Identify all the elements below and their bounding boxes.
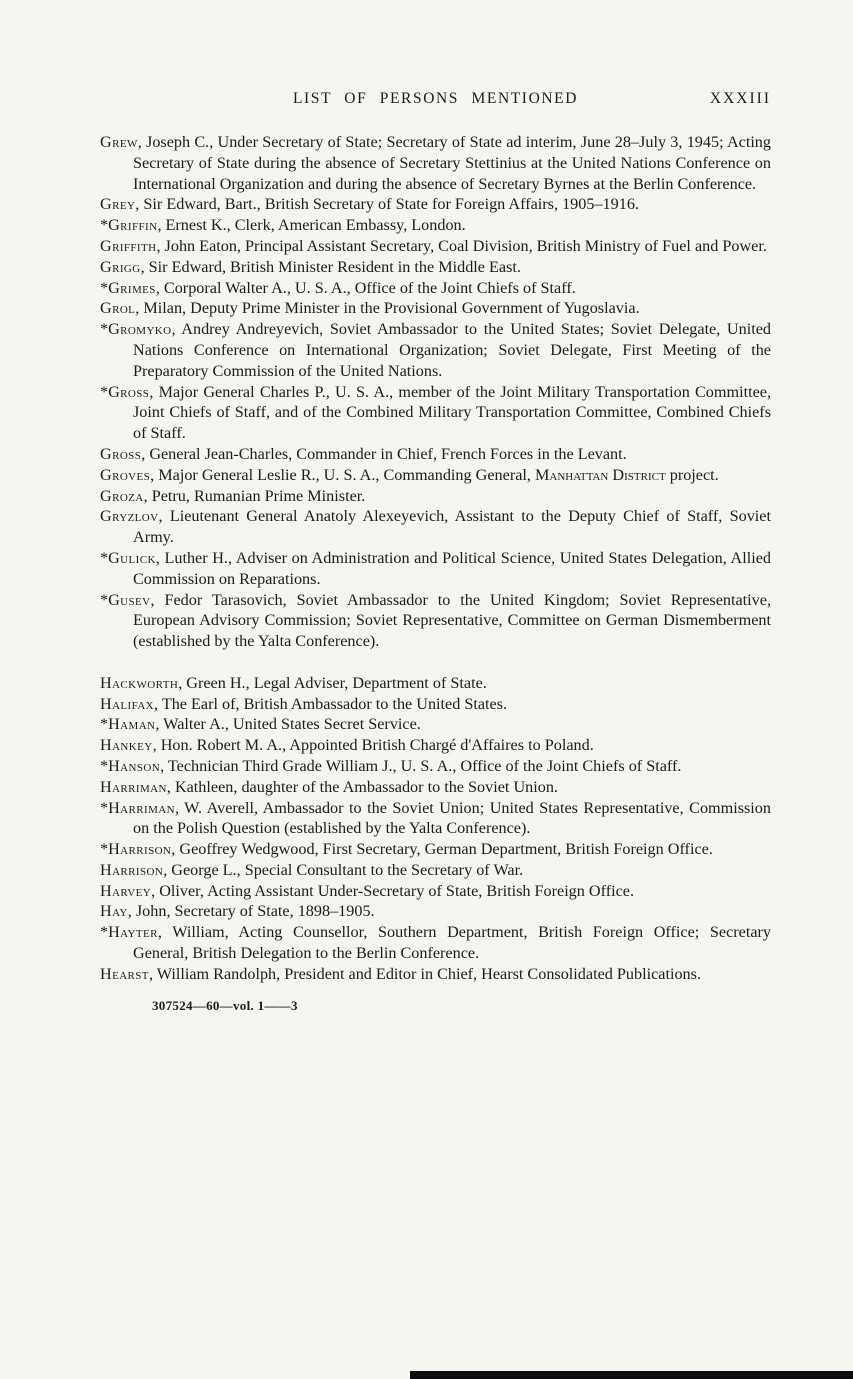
- entry-text: , Petru, Rumanian Prime Minister.: [143, 486, 366, 505]
- person-name: Haman: [108, 715, 156, 734]
- person-name: Gusev: [108, 590, 151, 609]
- person-name: Grigg: [100, 257, 141, 276]
- scan-edge-artifact: [410, 1371, 853, 1379]
- person-entry: [100, 901, 771, 922]
- asterisk-marker: *: [100, 548, 109, 567]
- asterisk-marker: *: [100, 278, 109, 297]
- person-entry: [100, 756, 771, 777]
- person-entry: [100, 382, 771, 444]
- entry-text: , Geoffrey Wedgwood, First Secretary, German Department, British Foreign Office.: [171, 840, 713, 859]
- asterisk-marker: *: [100, 840, 109, 859]
- entry-text: , George L., Special Consultant to the Secretary of War.: [163, 860, 524, 879]
- entry-text: , W. Averell, Ambassador to the Soviet Union; United States Representative, Commission on the Polish Question (established by the Yalta Conference).: [133, 798, 771, 838]
- entry-text: , Oliver, Acting Assistant Under-Secretary of State, British Foreign Office.: [151, 881, 635, 900]
- person-entry: [100, 673, 771, 694]
- person-entry: [100, 881, 771, 902]
- person-name: Hanson: [108, 756, 161, 775]
- entry-text: , Joseph C., Under Secretary of State; Secretary of State ad interim, June 28–July 3, 1945; Acting Secretary of State during the absence of Secretary Stettinius at the United Nations Conference on International Organization and during the absence of Secretary Byrnes at the Berlin Conference.: [133, 133, 771, 193]
- person-name: Hay: [100, 902, 128, 921]
- entry-text: , Green H., Legal Adviser, Department of State.: [178, 673, 487, 692]
- person-name: Harriman: [108, 798, 175, 817]
- entry-text: , Sir Edward, British Minister Resident in the Middle East.: [140, 257, 521, 276]
- person-name: Gross: [100, 444, 142, 463]
- person-name: Hackworth: [100, 673, 179, 692]
- person-entry: [100, 465, 771, 486]
- entry-text: , Corporal Walter A., U. S. A., Office of the Joint Chiefs of Staff.: [155, 278, 576, 297]
- asterisk-marker: *: [100, 590, 109, 609]
- entry-text: , William Randolph, President and Editor in Chief, Hearst Consolidated Publications.: [148, 964, 701, 983]
- person-entry: [100, 236, 771, 257]
- asterisk-marker: *: [100, 715, 109, 734]
- persons-list: [100, 132, 771, 985]
- person-name: Gulick: [108, 548, 156, 567]
- person-entry: [100, 714, 771, 735]
- print-code: 307524—60—vol. 1——3: [152, 997, 298, 1013]
- person-entry: [100, 777, 771, 798]
- asterisk-marker: *: [100, 798, 109, 817]
- person-name: Gross: [108, 382, 150, 401]
- entry-text: , William, Acting Counsellor, Southern Department, British Foreign Office; Secretary General, British Delegation to the Berlin Conference.: [133, 923, 771, 963]
- entry-text: , Fedor Tarasovich, Soviet Ambassador to the United Kingdom; Soviet Representative, European Advisory Commission; Soviet Representative, Committee on German Dismemberment (established by the Yalta Conference).: [133, 590, 771, 651]
- entry-text: , Andrey Andreyevich, Soviet Ambassador to the United States; Soviet Delegate, United Nations Conference on International Organization; Soviet Delegate, First Meeting of the Preparatory Commission of the United Nations.: [133, 320, 771, 380]
- asterisk-marker: *: [100, 382, 109, 401]
- person-name: Grimes: [108, 278, 156, 297]
- entry-text: , John, Secretary of State, 1898–1905.: [127, 902, 375, 921]
- asterisk-marker: *: [100, 756, 109, 775]
- entry-text: , The Earl of, British Ambassador to the United States.: [154, 694, 508, 713]
- person-entry: [100, 922, 771, 964]
- entry-text: , Milan, Deputy Prime Minister in the Provisional Government of Yugoslavia.: [135, 299, 640, 318]
- person-entry: [100, 257, 771, 278]
- person-entry: [100, 132, 771, 194]
- entry-text: project.: [665, 465, 719, 484]
- person-name: Grey: [100, 195, 136, 214]
- person-name: Harrison: [100, 860, 164, 879]
- person-name: Groves: [100, 465, 151, 484]
- page-number: XXXIII: [709, 90, 771, 107]
- entry-text: , Lieutenant General Anatoly Alexeyevich, Assistant to the Deputy Chief of Staff, Soviet Army.: [133, 507, 771, 547]
- person-entry: [100, 964, 771, 985]
- person-name: Grew: [100, 133, 138, 151]
- person-entry: [100, 798, 771, 840]
- person-name: Griffin: [108, 216, 158, 235]
- entry-text: , Kathleen, daughter of the Ambassador to the Soviet Union.: [166, 777, 558, 796]
- entry-text: , Luther H., Adviser on Administration and Political Science, United States Delegation, Allied Commission on Reparations.: [133, 548, 771, 588]
- entry-text: , Major General Leslie R., U. S. A., Commanding General,: [150, 465, 535, 484]
- person-name: Harrison: [108, 840, 172, 859]
- person-entry: [100, 735, 771, 756]
- person-name: Harvey: [100, 881, 152, 900]
- person-name: Gromyko: [108, 320, 172, 339]
- entry-text: , General Jean-Charles, Commander in Chief, French Forces in the Levant.: [141, 444, 627, 463]
- person-entry: [100, 860, 771, 881]
- person-name: Hearst: [100, 964, 149, 983]
- person-name: Gryzlov: [100, 507, 159, 526]
- person-name: Hayter: [108, 923, 158, 942]
- person-entry: [100, 298, 771, 319]
- entry-text: , Walter A., United States Secret Service.: [155, 715, 421, 734]
- entry-text: , Technician Third Grade William J., U. S. A., Office of the Joint Chiefs of Staff.: [160, 756, 682, 775]
- person-entry: [100, 839, 771, 860]
- person-entry: [100, 444, 771, 465]
- asterisk-marker: *: [100, 320, 109, 339]
- person-entry: [100, 486, 771, 507]
- person-entry: [100, 590, 771, 652]
- person-entry: [100, 548, 771, 590]
- person-name: Harriman: [100, 777, 167, 796]
- asterisk-marker: *: [100, 923, 109, 942]
- person-name: Griffith: [100, 236, 157, 255]
- entry-text: , John Eaton, Principal Assistant Secretary, Coal Division, British Ministry of Fuel and Power.: [156, 236, 767, 255]
- page-title: LIST OF PERSONS MENTIONED: [292, 90, 579, 107]
- person-entry: [100, 506, 771, 548]
- person-entry: [100, 319, 771, 381]
- small-caps-text: Manhattan District: [534, 465, 666, 484]
- person-entry: [100, 278, 771, 299]
- entry-text: , Hon. Robert M. A., Appointed British Chargé d'Affaires to Poland.: [152, 736, 594, 755]
- person-name: Halifax: [100, 694, 155, 713]
- person-name: Groza: [100, 486, 144, 505]
- entry-text: , Ernest K., Clerk, American Embassy, London.: [157, 216, 466, 235]
- person-entry: [100, 215, 771, 236]
- person-entry: [100, 694, 771, 715]
- person-name: Hankey: [100, 736, 153, 755]
- entry-text: , Major General Charles P., U. S. A., member of the Joint Military Transportation Committee, Joint Chiefs of Staff, and of the Combined Military Transportation Committee, Combined Chiefs of Staff.: [133, 382, 771, 443]
- asterisk-marker: *: [100, 216, 109, 235]
- page-header: [100, 90, 771, 108]
- person-entry: [100, 194, 771, 215]
- person-name: Grol: [100, 299, 136, 318]
- entry-text: , Sir Edward, Bart., British Secretary of State for Foreign Affairs, 1905–1916.: [135, 195, 639, 214]
